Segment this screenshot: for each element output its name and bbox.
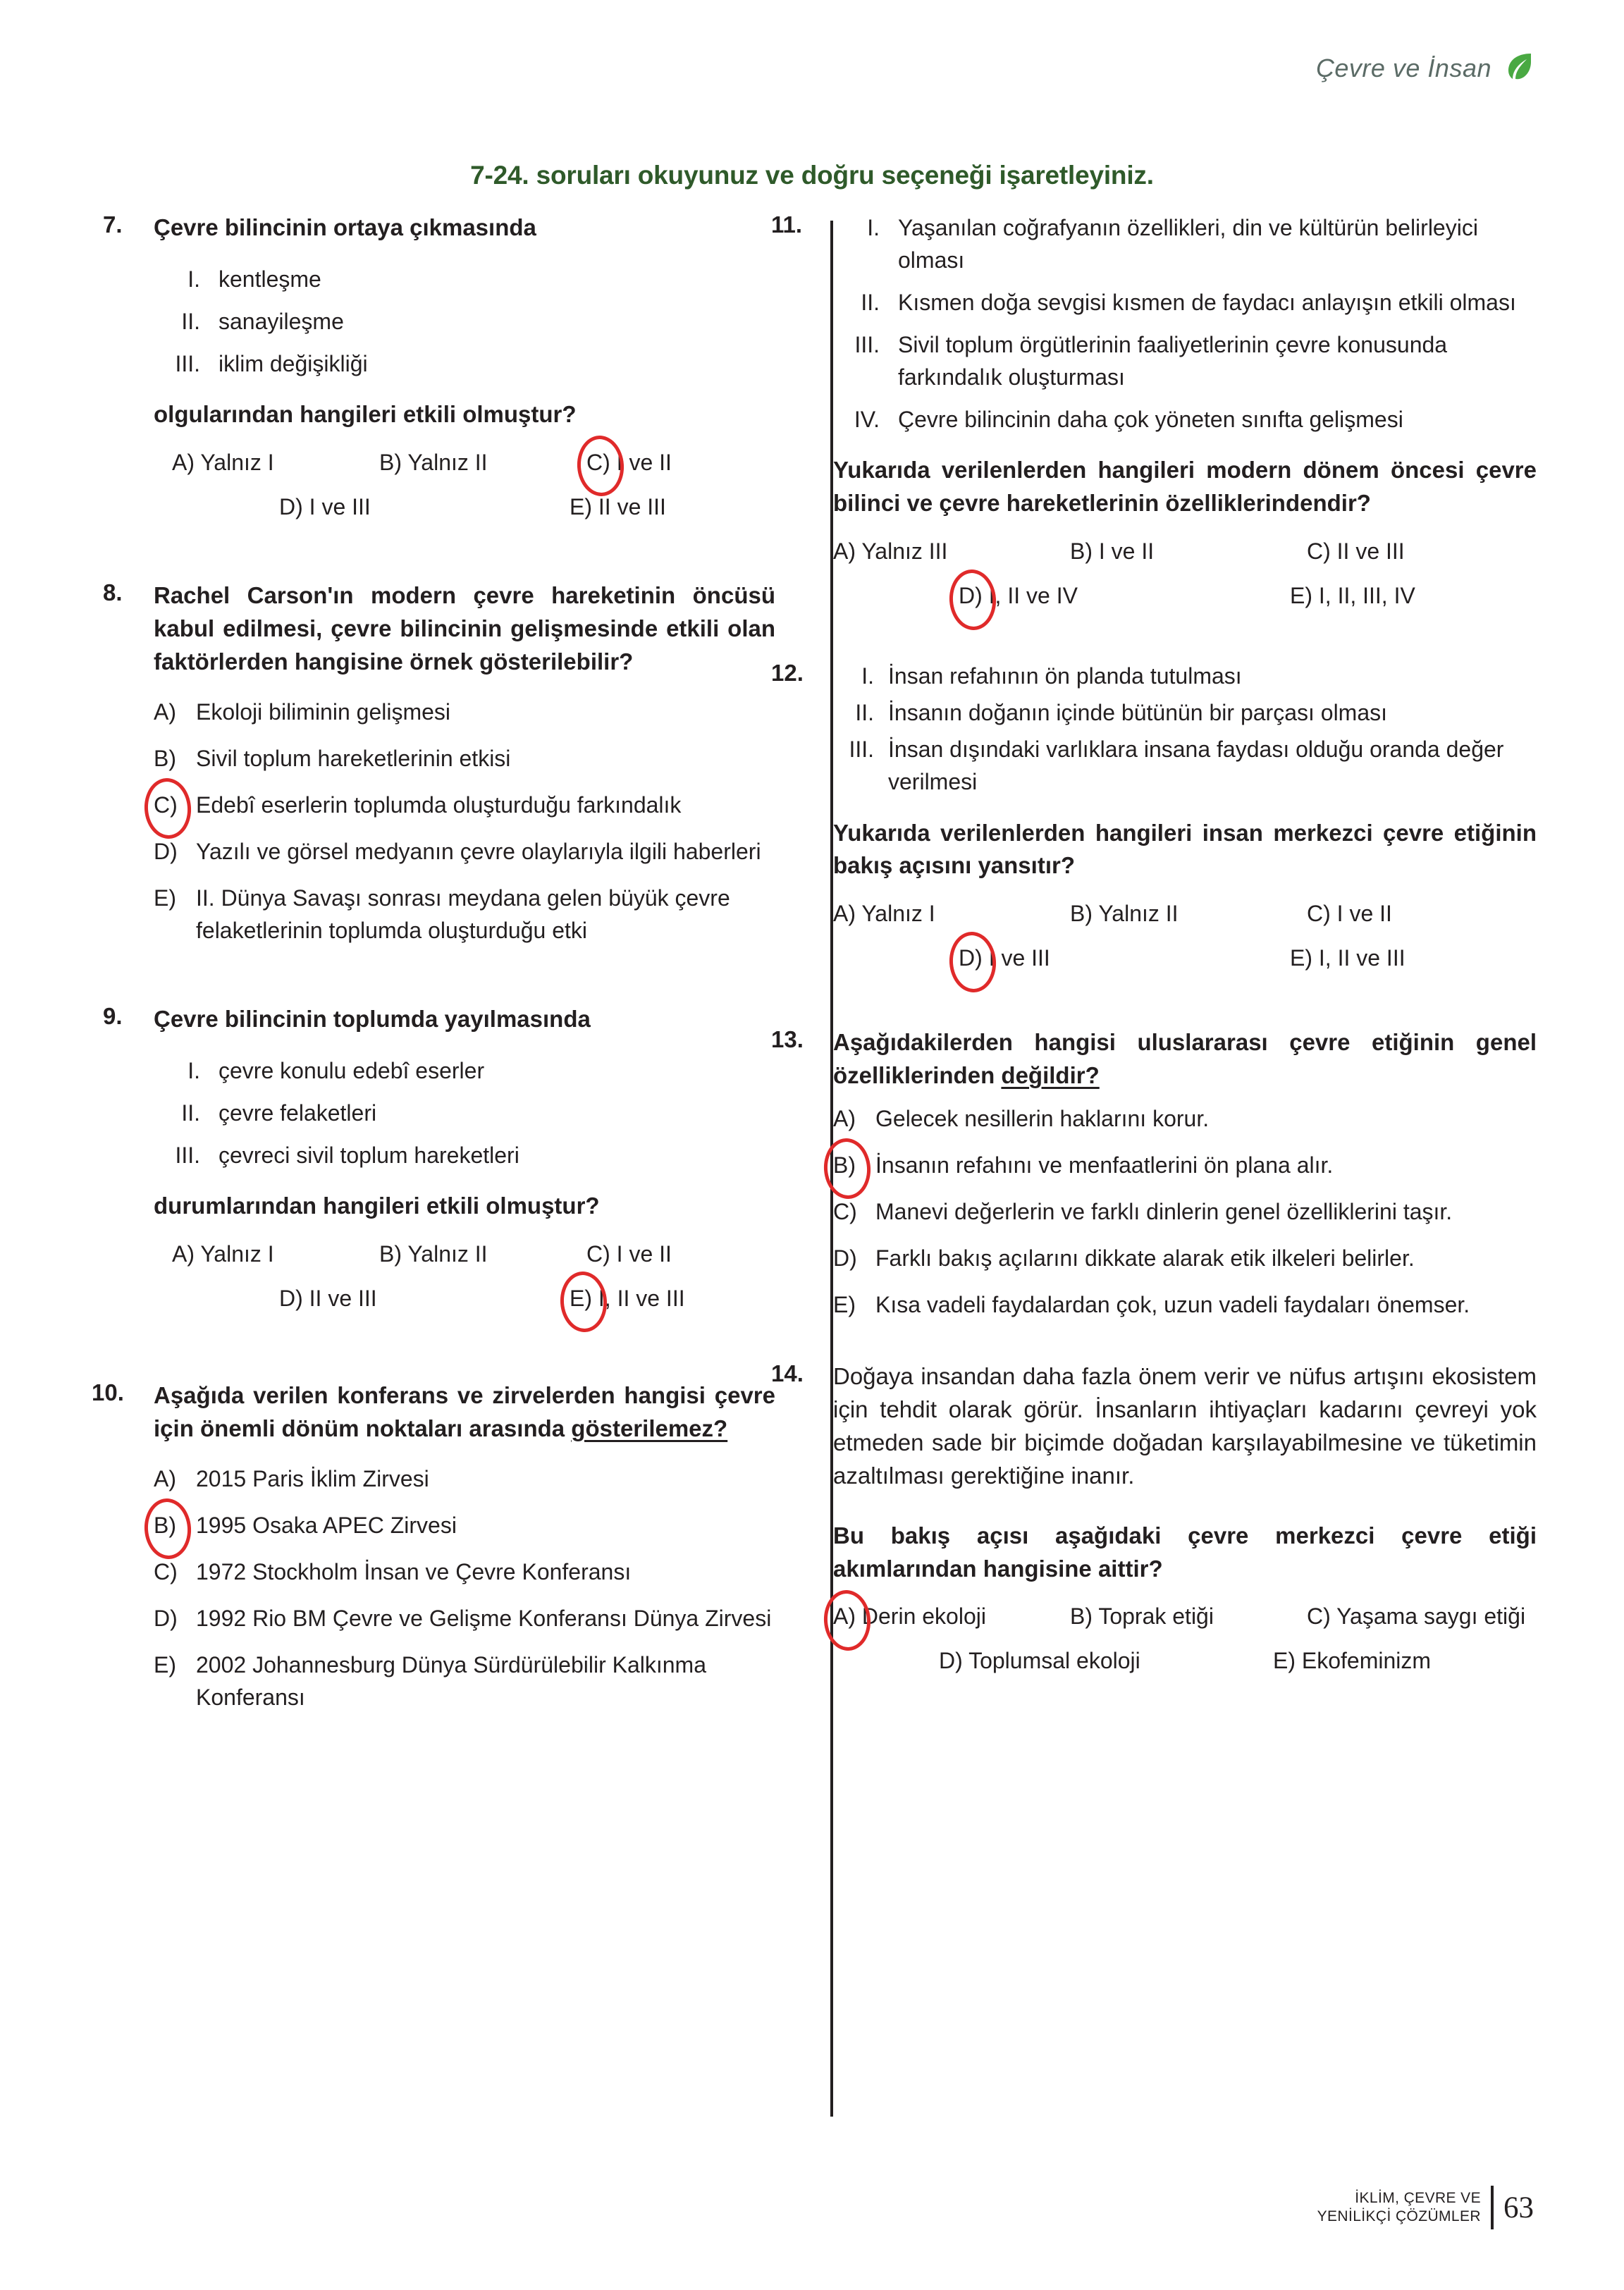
option-b[interactable] <box>1063 901 1300 927</box>
option-a-label: A) <box>833 1105 856 1131</box>
question-11-number: 11. <box>771 211 803 238</box>
option-a-text: Yalnız I <box>861 901 935 927</box>
question-11 <box>771 211 1537 609</box>
roman-numeral: III. <box>854 332 880 358</box>
answer-circle-mark: B) <box>154 1509 196 1541</box>
list-item <box>154 347 775 380</box>
question-9-options-row-2 <box>154 1286 775 1312</box>
option-d[interactable] <box>833 1648 1202 1674</box>
question-14-options-row-1 <box>833 1603 1537 1630</box>
question-7-number: 7. <box>103 211 123 238</box>
option-d[interactable] <box>154 835 775 868</box>
option-a[interactable] <box>154 450 361 476</box>
option-e[interactable] <box>154 882 775 947</box>
option-a[interactable] <box>154 696 775 728</box>
roman-text: çevre konulu edebî eserler <box>219 1057 485 1083</box>
option-b[interactable] <box>833 1149 1537 1181</box>
option-d-label: D) <box>833 1245 857 1272</box>
option-a[interactable] <box>833 538 1063 565</box>
option-a-label: A) <box>172 1241 195 1267</box>
roman-numeral: III. <box>175 351 200 377</box>
left-column <box>0 211 796 1752</box>
list-item <box>154 305 775 338</box>
option-a-text: Yalnız I <box>200 1241 274 1267</box>
option-b-label: B) <box>154 745 176 771</box>
option-a[interactable] <box>833 1102 1537 1135</box>
option-d-label: D) <box>154 838 178 864</box>
option-a[interactable] <box>833 901 1063 927</box>
option-b-label: B) <box>1070 901 1093 927</box>
question-columns <box>0 211 1624 1752</box>
option-b-label: B) <box>379 1241 402 1267</box>
option-b-text: Sivil toplum hareketlerinin etkisi <box>196 745 511 771</box>
option-c[interactable] <box>833 1195 1537 1228</box>
option-c-text: Yaşama saygı etiği <box>1336 1603 1526 1630</box>
option-d-label: D) <box>279 1285 303 1311</box>
list-item <box>833 733 1537 798</box>
option-e-label: E) <box>154 885 176 911</box>
option-e[interactable] <box>1205 583 1537 609</box>
roman-numeral: I. <box>187 266 200 292</box>
option-b-text: Toprak etiği <box>1098 1603 1214 1630</box>
question-8-number: 8. <box>103 579 123 605</box>
option-d-text: Toplumsal ekoloji <box>968 1648 1140 1674</box>
question-9-stem-2: durumlarından hangileri etkili olmuştur? <box>154 1193 600 1219</box>
option-b-text: İnsanın refahını ve menfaatlerini ön plana alır. <box>875 1152 1334 1178</box>
option-e-label: E) <box>1273 1648 1296 1674</box>
roman-text: Çevre bilincinin daha çok yöneten sınıfta gelişmesi <box>898 407 1403 433</box>
option-d-label: D) <box>279 493 303 519</box>
page-number: 63 <box>1503 2191 1534 2224</box>
question-13-stem <box>833 1026 1537 1092</box>
option-d-label: D) <box>939 1648 963 1674</box>
roman-numeral: I. <box>187 1057 200 1083</box>
option-e-label: E) <box>1290 945 1312 971</box>
answer-circle-mark: D) <box>959 583 983 609</box>
roman-text: çevreci sivil toplum hareketleri <box>219 1143 519 1169</box>
list-item <box>154 263 775 295</box>
option-d-text: Yazılı ve görsel medyanın çevre olaylarıyla ilgili haberleri <box>196 838 761 864</box>
list-item <box>833 403 1537 436</box>
question-10 <box>92 1379 775 1713</box>
option-a[interactable] <box>154 1463 775 1495</box>
option-b-label: B) <box>1070 1603 1093 1630</box>
list-item <box>833 660 1537 692</box>
option-d-label: D) <box>154 1605 178 1631</box>
answer-circle-mark: C) <box>154 789 196 821</box>
question-7 <box>103 211 775 520</box>
option-e-text: II. Dünya Savaşı sonrası meydana gelen büyük çevre felaketlerinin toplumda oluşturduğu etki <box>196 885 730 943</box>
footer-label-line-2: YENİLİKÇİ ÇÖZÜMLER <box>1317 2208 1481 2224</box>
roman-numeral: II. <box>181 1100 200 1126</box>
roman-text: iklim değişikliği <box>219 351 368 377</box>
question-13-options <box>833 1102 1537 1321</box>
question-9-options-row-1 <box>154 1241 775 1267</box>
option-a-label: A) <box>833 538 856 565</box>
option-c-text: I ve II <box>616 1241 672 1267</box>
page-footer <box>1317 2186 1534 2229</box>
footer-label-line-1: İKLİM, ÇEVRE VE <box>1355 2189 1481 2206</box>
question-14-number: 14. <box>771 1360 804 1387</box>
question-11-options-row-2 <box>833 583 1537 609</box>
option-c[interactable] <box>568 1241 775 1267</box>
question-9-roman-list <box>154 1054 775 1171</box>
option-e-label: E) <box>154 1651 176 1678</box>
answer-circle-mark: A) <box>833 1603 856 1630</box>
option-c-label: C) <box>586 1241 610 1267</box>
answer-circle-mark: E) <box>570 1285 592 1311</box>
option-a-label: A) <box>154 1465 176 1491</box>
question-12 <box>771 660 1537 971</box>
option-d[interactable] <box>154 1602 775 1635</box>
question-12-number: 12. <box>771 660 804 687</box>
roman-numeral: II. <box>861 290 880 316</box>
option-a-text: Ekoloji biliminin gelişmesi <box>196 698 451 725</box>
roman-text: Sivil toplum örgütlerinin faaliyetlerinin çevre konusunda farkındalık oluşturması <box>898 332 1448 390</box>
option-b-text: I ve II <box>1098 538 1155 565</box>
answer-circle-mark: D) <box>959 945 983 971</box>
option-e[interactable] <box>485 1286 775 1312</box>
option-e-text: Ekofeminizm <box>1301 1648 1432 1674</box>
option-b[interactable] <box>361 450 568 476</box>
option-d[interactable] <box>833 1242 1537 1274</box>
question-9-number: 9. <box>103 1003 123 1029</box>
roman-numeral: III. <box>175 1143 200 1169</box>
option-d[interactable] <box>833 583 1205 609</box>
option-b-label: B) <box>1070 538 1093 565</box>
option-e-text: 2002 Johannesburg Dünya Sürdürülebilir Kalkınma Konferansı <box>196 1651 706 1711</box>
option-d-text: II ve III <box>309 1285 377 1311</box>
list-item <box>833 696 1537 729</box>
question-7-stem-2: olgularından hangileri etkili olmuştur? <box>154 401 577 428</box>
question-14-passage: Doğaya insandan daha fazla önem verir ve nüfus artışını ekosistem için tehdit olarak görür. İnsanların ihtiyaçları kadarını çevreyi yok etmeden sade bir biçimde doğadan karşılayabilmesine ve tüketimin azaltılması gerektiğine inanır. <box>833 1363 1537 1489</box>
option-c-label: C) <box>833 1199 857 1225</box>
roman-text: İnsan refahının ön planda tutulması <box>888 663 1242 689</box>
question-10-number: 10. <box>92 1379 124 1405</box>
question-13-stem-pre: Aşağıdakilerden hangisi uluslararası çevre etiğinin genel özelliklerinden <box>833 1029 1537 1089</box>
option-c-text: II ve III <box>1336 538 1405 565</box>
option-a-text: Yalnız III <box>861 538 948 565</box>
option-e-label: E) <box>1290 583 1312 609</box>
roman-numeral: I. <box>867 215 880 240</box>
option-b[interactable] <box>154 742 775 775</box>
option-b-text: 1995 Osaka APEC Zirvesi <box>196 1512 457 1538</box>
option-a-label: A) <box>154 698 176 725</box>
list-item <box>154 1139 775 1171</box>
option-d[interactable] <box>154 1286 485 1312</box>
option-d-text: I ve III <box>988 945 1050 971</box>
roman-numeral: IV. <box>854 407 880 433</box>
roman-text: İnsan dışındaki varlıklara insana faydası olduğu oranda değer verilmesi <box>888 737 1504 795</box>
option-e[interactable] <box>1202 1648 1537 1674</box>
roman-text: sanayileşme <box>219 308 344 334</box>
right-column <box>771 211 1624 1752</box>
option-b[interactable] <box>361 1241 568 1267</box>
option-c[interactable] <box>154 1556 775 1588</box>
question-11-roman-list <box>833 211 1537 436</box>
roman-numeral: III. <box>849 737 874 763</box>
instruction-banner: 7-24. soruları okuyunuz ve doğru seçeneği işaretleyiniz. <box>470 161 1154 190</box>
option-c-label: C) <box>1307 538 1331 565</box>
question-13-stem-underline: değildir? <box>1001 1062 1100 1089</box>
question-14-stem: Bu bakış açısı aşağıdaki çevre merkezci çevre etiği akımlarından hangisine aittir? <box>833 1522 1537 1582</box>
question-13-number: 13. <box>771 1026 804 1053</box>
option-d-text: I, II ve IV <box>988 583 1078 609</box>
question-8-stem: Rachel Carson'ın modern çevre hareketinin öncüsü kabul edilmesi, çevre bilincinin gelişmesinde etkili olan faktörlerden hangisine örnek gösterilebilir? <box>154 581 775 675</box>
roman-text: İnsanın doğanın içinde bütünün bir parçası olması <box>888 700 1388 726</box>
option-b-label: B) <box>379 449 402 475</box>
option-a-text: 2015 Paris İklim Zirvesi <box>196 1465 429 1491</box>
option-e-label: E) <box>570 493 592 519</box>
option-e-label: E) <box>833 1292 856 1318</box>
roman-numeral: II. <box>855 700 874 726</box>
option-c[interactable] <box>1300 1603 1537 1630</box>
option-b[interactable] <box>1063 1603 1300 1630</box>
option-c-label: C) <box>154 1558 178 1584</box>
option-c[interactable] <box>1300 538 1537 565</box>
list-item <box>833 328 1537 393</box>
roman-text: kentleşme <box>219 266 321 292</box>
option-a[interactable] <box>833 1603 1063 1630</box>
option-e-text: Kısa vadeli faydalardan çok, uzun vadeli faydaları önemser. <box>875 1292 1470 1318</box>
list-item <box>833 286 1537 319</box>
question-14 <box>771 1360 1537 1674</box>
question-12-options-row-1 <box>833 901 1537 927</box>
option-b[interactable] <box>1063 538 1300 565</box>
option-e-text: I, II ve III <box>598 1285 685 1311</box>
option-a-label: A) <box>833 901 856 927</box>
option-c[interactable] <box>1300 901 1537 927</box>
question-9-stem: Çevre bilincinin toplumda yayılmasında <box>154 1006 591 1032</box>
option-e[interactable] <box>154 1649 775 1713</box>
option-d[interactable] <box>154 494 485 520</box>
option-d[interactable] <box>833 945 1205 971</box>
header-title: Çevre ve İnsan <box>1315 53 1491 82</box>
question-10-options <box>154 1463 775 1713</box>
option-d-text: 1992 Rio BM Çevre ve Gelişme Konferansı Dünya Zirvesi <box>196 1605 772 1631</box>
option-c-text: Manevi değerlerin ve farklı dinlerin genel özelliklerini taşır. <box>875 1199 1453 1225</box>
roman-text: Yaşanılan coğrafyanın özellikleri, din ve kültürün belirleyici olması <box>898 215 1478 273</box>
question-7-options-row-1 <box>154 450 775 476</box>
answer-circle-mark: C) <box>586 449 610 475</box>
footer-label <box>1317 2189 1481 2227</box>
option-b-text: Yalnız II <box>1098 901 1179 927</box>
option-d-text: Farklı bakış açılarını dikkate alarak etik ilkeleri belirler. <box>875 1245 1415 1272</box>
option-c-label: C) <box>1307 1603 1331 1630</box>
option-c[interactable] <box>154 789 775 821</box>
roman-text: çevre felaketleri <box>219 1100 377 1126</box>
answer-circle-mark: B) <box>833 1149 875 1181</box>
option-c-label: C) <box>1307 901 1331 927</box>
question-7-stem: Çevre bilincinin ortaya çıkmasında <box>154 214 536 240</box>
option-c-text: I ve II <box>616 449 672 475</box>
list-item <box>833 211 1537 276</box>
list-item <box>154 1054 775 1087</box>
option-a-text: Gelecek nesillerin haklarını korur. <box>875 1105 1210 1131</box>
question-10-stem-pre: Aşağıda verilen konferans ve zirvelerden hangisi çevre için önemli dönüm noktaları arasında <box>154 1381 775 1441</box>
footer-divider <box>1491 2186 1494 2229</box>
roman-numeral: I. <box>861 663 874 689</box>
option-c-text: Edebî eserlerin toplumda oluşturduğu farkındalık <box>196 792 682 818</box>
roman-text: Kısmen doğa sevgisi kısmen de faydacı anlayışın etkili olması <box>898 290 1516 316</box>
option-a[interactable] <box>154 1241 361 1267</box>
option-b-text: Yalnız II <box>407 449 488 475</box>
option-a-text: Yalnız I <box>200 449 274 475</box>
question-10-stem <box>154 1379 775 1446</box>
page-header <box>1316 51 1534 85</box>
question-11-options-row-1 <box>833 538 1537 565</box>
option-b[interactable] <box>154 1509 775 1541</box>
option-e-text: I, II, III, IV <box>1318 583 1415 609</box>
option-d-text: I ve III <box>309 493 371 519</box>
option-e-text: II ve III <box>598 493 666 519</box>
option-a-label: A) <box>172 449 195 475</box>
question-10-stem-underline: gösterilemez? <box>571 1415 728 1441</box>
question-9 <box>103 1003 775 1312</box>
option-a-text: Derin ekoloji <box>861 1603 986 1630</box>
option-e[interactable] <box>485 494 775 520</box>
option-c-text: I ve II <box>1336 901 1392 927</box>
list-item <box>154 1097 775 1129</box>
option-e[interactable] <box>1205 945 1537 971</box>
question-7-options-row-2 <box>154 494 775 520</box>
option-c[interactable] <box>568 450 775 476</box>
question-8-options <box>154 696 775 947</box>
roman-numeral: II. <box>181 308 200 334</box>
question-12-stem: Yukarıda verilenlerden hangileri insan merkezci çevre etiğinin bakış açısını yansıtır? <box>833 819 1537 879</box>
option-b-text: Yalnız II <box>407 1241 488 1267</box>
option-e[interactable] <box>833 1288 1537 1321</box>
option-e-text: I, II ve III <box>1318 945 1405 971</box>
leaf-icon <box>1503 51 1534 85</box>
question-7-roman-list <box>154 263 775 380</box>
question-11-stem: Yukarıda verilenlerden hangileri modern dönem öncesi çevre bilinci ve çevre hareketlerinin özelliklerindendir? <box>833 457 1537 517</box>
question-8 <box>103 579 775 947</box>
question-12-roman-list <box>833 660 1537 798</box>
option-c-text: 1972 Stockholm İnsan ve Çevre Konferansı <box>196 1558 632 1584</box>
question-14-options-row-2 <box>833 1648 1537 1674</box>
question-12-options-row-2 <box>833 945 1537 971</box>
question-13 <box>771 1026 1537 1321</box>
